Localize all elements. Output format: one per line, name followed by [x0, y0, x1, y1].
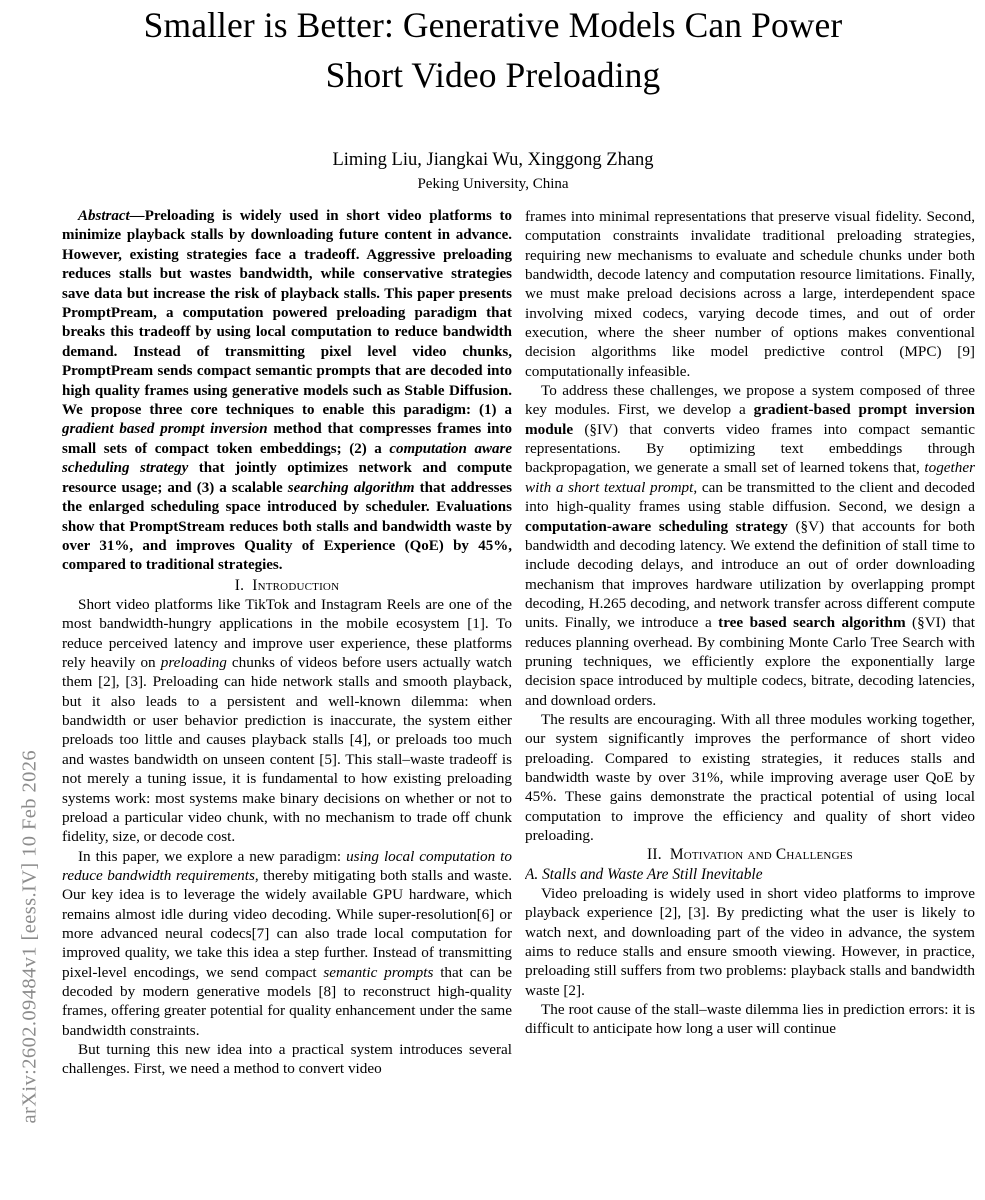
right-paragraph-5: The root cause of the stall–waste dilemma lies in prediction errors: it is difficult to anticipate how long a user will continue [525, 1001, 975, 1038]
abstract-italic-1: gradient based prompt inversion [62, 421, 268, 438]
title-line-2: Short Video Preloading [325, 55, 661, 95]
right-p2-part-a: To address these challenges, we propose a system composed of three key modules. First, we develop a [525, 382, 975, 419]
section-title-2: Motivation and Challenges [669, 846, 853, 864]
right-p2-part-c: , can be transmitted to the client and decoded into high-quality frames using stable diffusion. Second, we design a [525, 478, 975, 516]
affiliation: Peking University, China [417, 176, 569, 192]
section-heading-introduction [62, 576, 512, 595]
intro-p2-part-a: In this paper, we explore a new paradigm: [78, 847, 347, 865]
right-p2-bold-2: computation-aware scheduling strategy [525, 517, 788, 535]
author-list: Liming Liu, Jiangkai Wu, Xinggong Zhang [332, 150, 654, 170]
abstract-italic-2: computation aware scheduling strategy [62, 440, 512, 477]
section-title: Introduction [252, 576, 340, 594]
two-column-body [62, 207, 985, 1200]
title-line-1: Smaller is Better: Generative Models Can Power [143, 5, 843, 45]
intro-paragraph-1 [62, 595, 512, 846]
subsection-heading-a: A. Stalls and Waste Are Still Inevitable [525, 865, 763, 883]
intro-p2-italic-2: semantic prompts [323, 963, 434, 981]
section-heading-motivation [525, 845, 975, 864]
abstract-label: Abstract— [78, 208, 145, 224]
right-p2-italic-1: together with a short textual prompt [525, 459, 975, 496]
intro-paragraph-3: But turning this new idea into a practical system introduces several challenges. First, we need a method to convert video [62, 1040, 512, 1078]
right-p2-bold-3: tree based search algorithm [718, 614, 906, 632]
intro-p2-part-c: that can be decoded by modern generative models [8] to reconstruct high-quality frames, offering greater potential for quality enhancement under the same bandwidth constraints. [62, 963, 512, 1039]
abstract-part-2: method that compresses frames into small sets of compact token embeddings; (2) a [62, 421, 512, 457]
title-block [62, 0, 924, 194]
column-right [525, 207, 975, 1200]
intro-p1-italic: preloading [160, 654, 227, 672]
right-paragraph-4: Video preloading is widely used in short video platforms to improve playback experience [2], [3]. By predicting what the user is likely to watch next, and downloading part of the video in advance, the system aims to reduce stalls and ensure smooth viewing. However, in practice, preloading still suffers from two problems: playback stalls and bandwidth waste [2]. [525, 885, 975, 999]
intro-p1-part-b: chunks of videos before users actually watch them [2], [3]. Preloading can hide network stalls and smooth playback, but it also leads to a persistent and well-known dilemma: when bandwidth or user behavior prediction is inaccurate, the system either preloads too little and causes playback stalls [4], or preloads too much and wastes bandwidth on unseen content [5]. This stall–waste tradeoff is not merely a tuning issue, it is fundamental to how existing preloading systems work: most systems make binary decisions on whether or not to preload a particular video chunk, with no mechanism to trade off chunk fidelity, size, or decode cost. [62, 654, 512, 846]
intro-p2-part-b: , thereby mitigating both stalls and waste. Our key idea is to leverage the widely available GPU hardware, which remains almost idle during video decoding. While super-resolution[6] or more advanced neural codecs[7] can also trade local computation for improved quality, we take this idea a step further. Instead of transmitting pixel-level encodings, we send compact [62, 866, 512, 981]
right-p2-part-d: (§V) that accounts for both bandwidth and decoding latency. We extend the definition of stall time to include decoding delays, and introduce an out of order downloading mechanism that improves hardware utilization by overlapping prompt decoding, H.265 decoding, and network transfer across different compute units. Finally, we introduce a [525, 517, 975, 632]
section-number-2: II. [647, 846, 662, 864]
arxiv-identifier: arXiv:2602.09484v1 [eess.IV] 10 Feb 2026 [18, 749, 41, 1124]
right-paragraph-1: frames into minimal representations that preserve visual fidelity. Second, computation constraints invalidate traditional preloading strategies, requiring new mechanisms to evaluate and schedule chunks under both bandwidth, decode latency and computation resource limitations. Finally, we must make preload decisions across a large, interdependent space involving mixed codecs, varying decode times, and out of order execution, where the sheer number of options makes conventional decision algorithms like model predictive control (MPC) [9] computationally infeasible. [525, 208, 975, 380]
intro-p1-part-a: Short video platforms like TikTok and Instagram Reels are one of the most bandwidth-hungry applications in the mobile ecosystem [1]. To reduce perceived latency and improve user experience, these platforms rely heavily on [62, 596, 512, 672]
right-paragraph-2 [525, 381, 975, 710]
right-p2-bold-1: gradient-based prompt inversion module [525, 401, 975, 438]
right-p2-part-b: (§IV) that converts video frames into compact semantic representations. By optimizing text embeddings through backpropagation, we generate a small set of learned tokens that, [525, 420, 975, 477]
abstract-italic-3: searching algorithm [287, 479, 415, 496]
page-title [62, 0, 924, 100]
arxiv-stamp [0, 0, 56, 1200]
right-p2-part-e: (§VI) that reduces planning overhead. By combining Monte Carlo Tree Search with pruning techniques, we efficiently explore the exponentially large decision space introduced by multiple codecs, bitrate, decoding latencies, and download orders. [525, 614, 975, 709]
intro-paragraph-2 [62, 847, 512, 1040]
section-number: I. [234, 576, 245, 594]
abstract-paragraph [62, 207, 512, 576]
column-left [62, 207, 512, 1200]
abstract-part-4: that addresses the enlarged scheduling space introduced by scheduler. Evaluations show that PromptStream reduces both stalls and bandwidth waste by over 31%, and improves Quality of Experience (QoE) by 45%, compared to traditional strategies. [62, 479, 512, 574]
right-paragraph-3: The results are encouraging. With all three modules working together, our system significantly improves the performance of short video preloading. Compared to existing strategies, it reduces stalls and bandwidth waste by over 31%, while improving average user QoE by 45%. These gains demonstrate the practical potential of using local computation to improve the efficiency and quality of short video preloading. [525, 710, 975, 844]
abstract-part-3: that jointly optimizes network and compute resource usage; and (3) a scalable [62, 460, 512, 496]
abstract-part-1: Preloading is widely used in short video platforms to minimize playback stalls by downloading future content in advance. However, existing strategies face a tradeoff. Aggressive preloading reduces stalls but wastes bandwidth, while conservative strategies save data but increase the risk of playback stalls. This paper presents PromptPream, a computation powered preloading paradigm that breaks this tradeoff by using local computation to reduce bandwidth demand. Instead of transmitting pixel level video chunks, PromptPream sends compact semantic prompts that are decoded into high quality frames using generative models such as Stable Diffusion. We propose three core techniques to enable this paradigm: (1) a [62, 208, 512, 419]
intro-p2-italic-1: using local computation to reduce bandwidth requirements [62, 847, 512, 884]
